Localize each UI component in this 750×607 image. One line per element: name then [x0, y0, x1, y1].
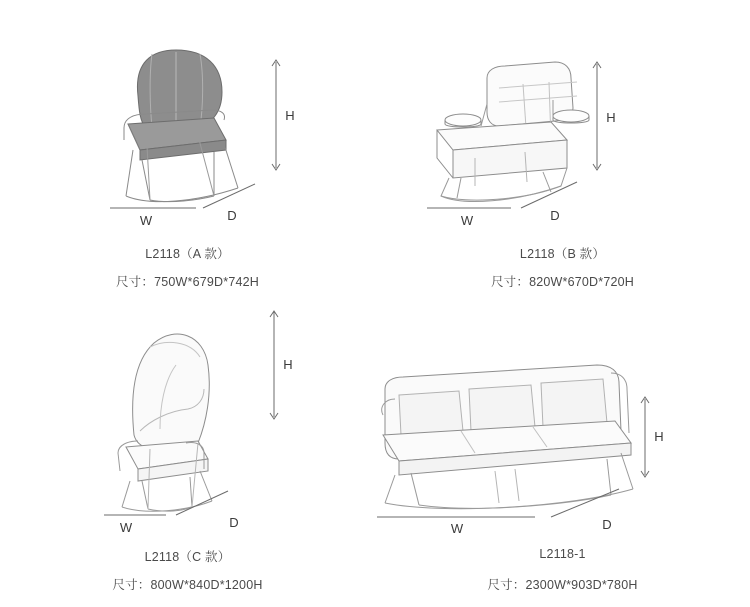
product-size-a: 尺寸：750W*679D*742H — [115, 275, 260, 289]
product-illustration-d — [375, 303, 750, 543]
product-name-c: L2118（C 款） — [144, 550, 231, 564]
product-illustration-b — [375, 0, 750, 240]
lounge-chair-b-drawing — [375, 0, 750, 240]
depth-label-b: D — [550, 208, 560, 223]
lounge-chair-a-drawing — [0, 0, 375, 240]
product-name-d: L2118-1 — [539, 547, 586, 561]
depth-label-d: D — [602, 517, 612, 532]
product-illustration-a — [0, 0, 375, 240]
high-back-chair-c-drawing — [0, 303, 375, 543]
height-label-c: H — [283, 357, 293, 372]
width-label-d: W — [450, 521, 464, 536]
three-seat-sofa-drawing — [375, 303, 750, 543]
product-illustration-c — [0, 303, 375, 543]
depth-line-c — [176, 491, 228, 515]
product-name-b: L2118（B 款） — [519, 247, 606, 261]
height-label-d: H — [654, 429, 664, 444]
product-card-a — [0, 0, 375, 303]
product-size-d: 尺寸：2300W*903D*780H — [487, 578, 638, 592]
product-card-b — [375, 0, 750, 303]
product-card-c — [0, 303, 375, 606]
width-label-a: W — [139, 213, 153, 228]
depth-label-a: D — [227, 208, 237, 223]
height-label-b: H — [606, 110, 616, 125]
width-label-c: W — [119, 520, 133, 535]
depth-label-c: D — [229, 515, 239, 530]
product-size-c: 尺寸：800W*840D*1200H — [112, 578, 263, 592]
width-label-b: W — [460, 213, 474, 228]
product-size-b: 尺寸：820W*670D*720H — [490, 275, 635, 289]
product-card-d — [375, 303, 750, 606]
product-name-a: L2118（A 款） — [145, 247, 230, 261]
height-label-a: H — [285, 108, 295, 123]
